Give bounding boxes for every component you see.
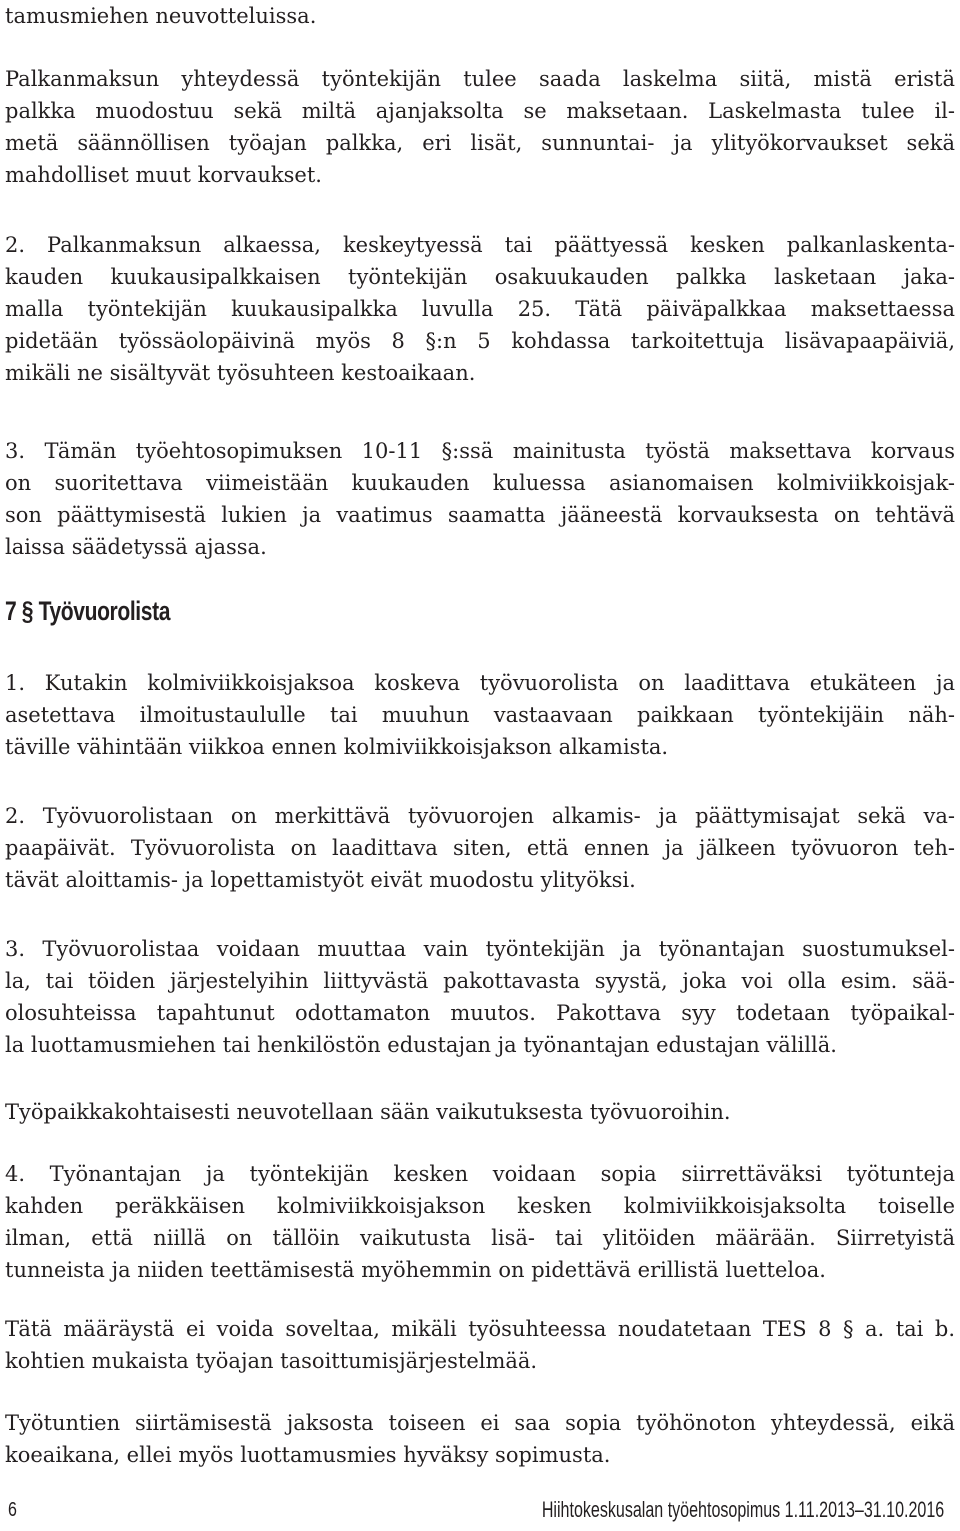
text-line: tävät aloittamis- ja lopettamistyöt eivät muodostu ylityöksi. [5, 868, 636, 892]
paragraph-item-3 [5, 435, 955, 563]
text-line: Palkanmaksun yhteydessä työntekijän tulee saada laskelma siitä, mistä eristä [5, 67, 955, 91]
text-line: 3. Työvuorolistaa voidaan muuttaa vain työntekijän ja työnantajan suostumuksel- [5, 937, 955, 961]
text-line: asetettava ilmoitustaululle tai muuhun vastaavaan paikkaan työntekijäin näh- [5, 703, 955, 727]
text-line: 2. Työvuorolistaan on merkittävä työvuorojen alkamis- ja päättymisajat sekä va- [5, 804, 955, 828]
text-line: täville vähintään viikkoa ennen kolmiviikkoisjakson alkamista. [5, 735, 669, 759]
paragraph-continuation [5, 0, 955, 32]
text-line: la luottamusmiehen tai henkilöstön edustajan ja työnantajan edustajan välillä. [5, 1033, 837, 1057]
text-line: 4. Työnantajan ja työntekijän kesken voidaan sopia siirrettäväksi työtunteja [5, 1162, 955, 1186]
text-line: koeaikana, ellei myös luottamusmies hyväksy sopimusta. [5, 1443, 611, 1467]
page-number: 6 [8, 1499, 17, 1521]
paragraph-schedule-3 [5, 933, 955, 1061]
running-footer-title: Hiihtokeskusalan työehtosopimus 1.11.2013–31.10.2016 [541, 1497, 944, 1522]
text-line: ilman, että niillä on tällöin vaikutusta lisä- tai ylitöiden määrään. Siirretyistä [5, 1226, 955, 1250]
text-line: metä säännöllisen työajan palkka, eri lisät, sunnuntai- ja ylityökorvaukset sekä [5, 131, 955, 155]
text-line: Työpaikkakohtaisesti neuvotellaan sään vaikutuksesta työvuoroihin. [5, 1100, 731, 1124]
paragraph-item-2 [5, 229, 955, 389]
text-line: Työtuntien siirtämisestä jaksosta toiseen ei saa sopia työhönoton yhteydessä, eikä [5, 1411, 955, 1435]
text-line: mikäli ne sisältyvät työsuhteen kestoaikaan. [5, 361, 476, 385]
text-line: pidetään työssäolopäivinä myös 8 §:n 5 kohdassa tarkoitettuja lisävapaapäiviä, [5, 329, 955, 353]
text-line: mahdolliset muut korvaukset. [5, 163, 322, 187]
paragraph-schedule-2 [5, 800, 955, 896]
text-line: Tätä määräystä ei voida soveltaa, mikäli työsuhteessa noudatetaan TES 8 § a. tai b. [5, 1317, 955, 1341]
text-line: 3. Tämän työehtosopimuksen 10-11 §:ssä mainitusta työstä maksettava korvaus [5, 439, 955, 463]
text-line: on suoritettava viimeistään kuukauden kuluessa asianomaisen kolmiviikkoisjak- [5, 471, 955, 495]
document-page [5, 0, 955, 1531]
text-line: paapäivät. Työvuorolista on laadittava siten, että ennen ja jälkeen työvuoron teh- [5, 836, 955, 860]
paragraph-schedule-4 [5, 1158, 955, 1286]
paragraph-exception [5, 1313, 955, 1377]
text-line: 2. Palkanmaksun alkaessa, keskeytyessä tai päättyessä kesken palkanlaskenta- [5, 233, 955, 257]
text-line: olosuhteissa tapahtunut odottamaton muutos. Pakottava syy todetaan työpaikal- [5, 1001, 955, 1025]
text-line: la, tai töiden järjestelyihin liittyvästä pakottavasta syystä, joka voi olla esim. sää- [5, 969, 955, 993]
paragraph-weather [5, 1096, 955, 1128]
paragraph-schedule-1 [5, 667, 955, 763]
section-heading: 7 § Työvuorolista [5, 596, 171, 626]
paragraph-payslip [5, 63, 955, 191]
text-line: tamusmiehen neuvotteluissa. [5, 4, 317, 28]
text-line: tunneista ja niiden teettämisestä myöhemmin on pidettävä erillistä luetteloa. [5, 1258, 826, 1282]
text-line: kauden kuukausipalkkaisen työntekijän osakuukauden palkka lasketaan jaka- [5, 265, 955, 289]
text-line: malla työntekijän kuukausipalkka luvulla 25. Tätä päiväpalkkaa maksettaessa [5, 297, 955, 321]
text-line: kahden peräkkäisen kolmiviikkoisjakson kesken kolmiviikkoisjaksolta toiselle [5, 1194, 955, 1218]
paragraph-transfer [5, 1407, 955, 1471]
text-line: kohtien mukaista työajan tasoittumisjärjestelmää. [5, 1349, 538, 1373]
text-line: 1. Kutakin kolmiviikkoisjaksoa koskeva työvuorolista on laadittava etukäteen ja [5, 671, 955, 695]
text-line: laissa säädetyssä ajassa. [5, 535, 267, 559]
text-line: palkka muodostuu sekä miltä ajanjaksolta se maksetaan. Laskelmasta tulee il- [5, 99, 955, 123]
text-line: son päättymisestä lukien ja vaatimus saamatta jääneestä korvauksesta on tehtävä [5, 503, 955, 527]
